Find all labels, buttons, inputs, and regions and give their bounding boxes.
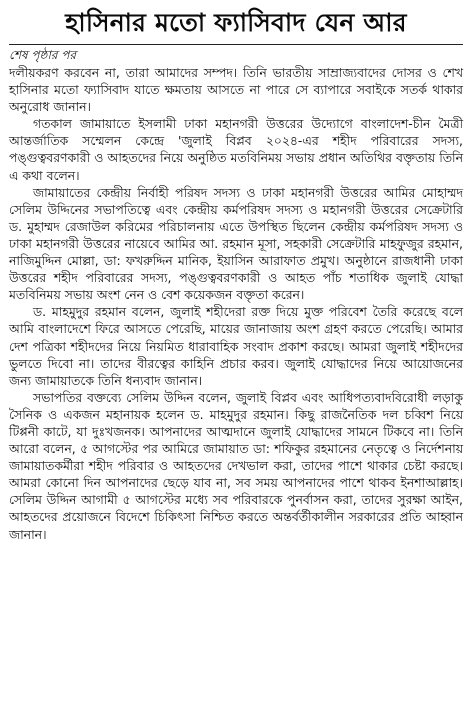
continued-from-label: শেষ পৃষ্ঠার পর <box>9 48 77 62</box>
article-paragraph-4: ড. মাহমুদুর রহমান বলেন, জুলাই শহীদেরা রক্ত দিয়ে মুক্ত পরিবেশ তৈরি করেছে বলে আমি বাংলাদেশে ফিরে আসতে পেরেছি, মায়ের জানাজায় অংশ গ্রহণ করতে পেরেছি। আমার দেশ পত্রিকা শহীদদের নিয়ে নিয়মিত ধারাবাহিক সংবাদ প্রকাশ করছে। আমরা জুলাই শহীদদের ভুলতে দিবো না। তাদের বীরত্বের কাহিনি প্রচার করব। জুলাই যোদ্ধাদের নিয়ে আয়োজনের জন্য জামায়াতকে তিনি ধন্যবাদ জানান। <box>9 304 463 388</box>
article-body <box>9 64 463 543</box>
article-paragraph-3: জামায়াতের কেন্দ্রীয় নির্বাহী পরিষদ সদস্য ও ঢাকা মহানগরী উত্তরের আমির মোহাম্মদ সেলিম উদ্দিনের সভাপতিত্বে এবং কেন্দ্রীয় কর্মপরিষদ সদস্য ও মহানগরী উত্তরের সেক্রেটারি ড. মুহাম্মদ রেজাউল করিমের পরিচালনায় এতে উপস্থিত ছিলেন কেন্দ্রীয় কর্মপরিষদ সদস্য ও ঢাকা মহানগরী উত্তরের নায়েবে আমির আ. রহমান মূসা, সহকারী সেক্রেটারি মাহফুজুর রহমান, নাজিমুদ্দিন মোল্লা, ডা: ফখরুদ্দিন মানিক, ইয়াসিন আরাফাত প্রমুখ। অনুষ্ঠানে রাজধানী ঢাকা উত্তরের শহীদ পরিবারের সদস্য, পঙ্গুত্ববরণকারী ও আহত পাঁচ শতাধিক জুলাই যোদ্ধা মতবিনিময় সভায় অংশ নেন ও বেশ কয়েকজন বক্তৃতা করেন। <box>9 184 463 303</box>
article-paragraph-1: দলীয়করণ করবেন না, তারা আমাদের সম্পদ। তিনি ভারতীয় সাম্রাজ্যবাদের দোসর ও শেখ হাসিনার মতো ফ্যাসিবাদ যাতে ক্ষমতায় আসতে না পারে সে ব্যাপারে সবাইকে সতর্ক থাকার অনুরোধ জানান। <box>9 65 463 115</box>
article-paragraph-2: গতকাল জামায়াতে ইসলামী ঢাকা মহানগরী উত্তরের উদ্যোগে বাংলাদেশ-চীন মৈত্রী আন্তর্জাতিক সম্মেলন কেন্দ্রে 'জুলাই বিপ্লব ২০২৪-এর শহীদ পরিবারের সদস্য, পঙ্গুত্ববরণকারী ও আহতদের নিয়ে অনুষ্ঠিত মতবিনিময় সভায় প্রধান অতিথির বক্তৃতায় তিনি এ কথা বলেন। <box>9 116 463 183</box>
article-paragraph-5: সভাপতির বক্তব্যে সেলিম উদ্দিন বলেন, জুলাই বিপ্লব এবং আধিপত্যবাদবিরোধী লড়াকু সৈনিক ও একজন মহানায়ক হলেন ড. মাহমুদুর রহমান। কিছু রাজনৈতিক দল চব্বিশ নিয়ে টিপ্পনী কাটে, যা দুঃখজনক। আপনাদের আত্মদানে জুলাই যোদ্ধাদের সামনে টিকবে না। তিনি আরো বলেন, ৫ আগস্টের পর আমিরে জামায়াত ডা: শফিকুর রহমানের নেতৃত্বে ও নির্দেশনায় জামায়াতকর্মীরা শহীদ পরিবার ও আহতদের দেখভাল করা, তাদের পাশে থাকার চেষ্টা করছে। আমরা কোনো দিন আপনাদের ছেড়ে যাব না, সব সময় আপনাদের পাশে থাকব ইনশাআল্লাহ। সেলিম উদ্দিন আগামী ৫ আগস্টের মধ্যে সব পরিবারকে পুনর্বাসন করা, তাদের সুরক্ষা আইন, আহতদের প্রয়োজনে বিদেশে চিকিৎসা নিশ্চিত করতে অন্তর্বর্তীকালীন সরকারের প্রতি আহ্বান জানান। <box>9 389 463 542</box>
headline: হাসিনার মতো ফ্যাসিবাদ যেন আর <box>65 8 407 37</box>
headline-divider <box>9 44 463 45</box>
